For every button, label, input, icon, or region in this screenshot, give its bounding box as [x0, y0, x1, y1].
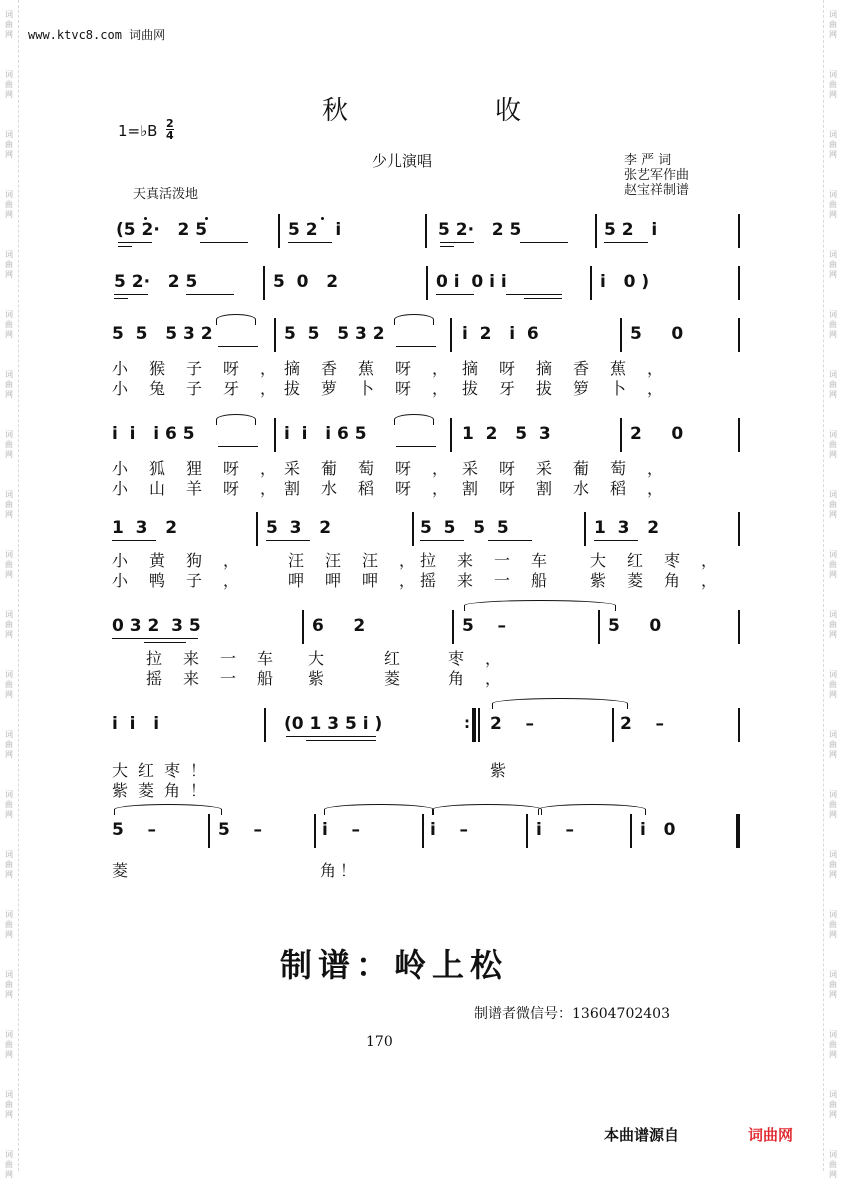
watermark-text: 词 曲 网 [829, 310, 837, 339]
tie [464, 600, 616, 611]
measure: 0 i 0 i i [436, 272, 507, 292]
measure: i 2 i 6 [462, 324, 539, 344]
lyric-verse-1: 大 [308, 649, 346, 668]
page-number: 170 [366, 1034, 393, 1050]
barline [584, 512, 586, 546]
watermark-text: 词 曲 网 [5, 790, 13, 819]
watermark-text: 词 曲 网 [829, 370, 837, 399]
repeat-barline-thin [478, 708, 480, 742]
watermark-text: 词 曲 网 [829, 910, 837, 939]
barline [302, 610, 304, 644]
measure: 5 2 i [288, 220, 342, 240]
barline [264, 708, 266, 742]
barline [526, 814, 528, 848]
measure: 0 3 2 3 5 [112, 616, 201, 636]
score-line-8 [108, 814, 748, 884]
beam [506, 294, 562, 295]
barline [738, 610, 740, 644]
beam [200, 242, 248, 243]
song-title-char-2: 收 [495, 96, 524, 126]
measure: i 0 [640, 820, 676, 840]
beam [396, 346, 436, 347]
transcriber: 赵宝祥制谱 [624, 183, 690, 198]
lyric-verse-2: 菱 [384, 669, 422, 688]
credits [624, 153, 689, 198]
watermark-text: 词 曲 网 [829, 790, 837, 819]
watermark-text: 词 曲 网 [829, 1150, 837, 1179]
beam [112, 638, 198, 639]
lyric-verse-2: 呷呷呷， [288, 571, 437, 590]
watermark-text: 词 曲 网 [829, 250, 837, 279]
watermark-text: 词 曲 网 [5, 1030, 13, 1059]
lyric-verse-1: 采葡萄呀， [284, 459, 470, 478]
barline [590, 266, 592, 300]
watermark-text: 词 曲 网 [829, 970, 837, 999]
watermark-text: 词 曲 网 [829, 1090, 837, 1119]
lyric: 菱 [112, 861, 150, 880]
barline [256, 512, 258, 546]
watermark-text: 词 曲 网 [5, 10, 13, 39]
barline [425, 214, 427, 248]
measure: i 0 ) [600, 272, 650, 292]
lyric-verse-2: 紫菱角， [590, 571, 739, 590]
beam [488, 540, 532, 541]
beam [186, 294, 234, 295]
final-barline [736, 814, 740, 848]
lyric-verse-1: 摘香蕉呀， [284, 359, 470, 378]
right-watermark-strip [823, 0, 842, 1179]
barline [612, 708, 614, 742]
measure: 1 2 5 3 [462, 424, 551, 444]
watermark-text: 词 曲 网 [5, 970, 13, 999]
beam [286, 736, 376, 737]
beam [114, 294, 148, 295]
lyric-verse-1: 拉来一车 [146, 649, 295, 668]
watermark-text: 词 曲 网 [5, 1150, 13, 1179]
score-line-6 [108, 610, 748, 690]
lyric-verse-1: 小猴子呀， [112, 359, 298, 378]
slur [394, 414, 434, 425]
lyric-verse-1: 大红枣， [590, 551, 739, 570]
barline [422, 814, 424, 848]
time-signature-top: 2 [166, 117, 174, 130]
lyric-verse-2: 紫菱角！ [112, 781, 217, 800]
slur [394, 314, 434, 325]
high-octave-dot [144, 217, 147, 220]
beam [524, 298, 562, 299]
lyric-verse-2: 角， [448, 669, 523, 688]
source-brand-link[interactable]: 词曲网 [748, 1126, 794, 1144]
beam [440, 242, 474, 243]
measure: 1 3 2 [594, 518, 660, 538]
beam [306, 740, 376, 741]
beam [266, 540, 310, 541]
tie [432, 804, 542, 815]
measure: 5 2· 2 5 [438, 220, 522, 240]
slur [216, 414, 256, 425]
measure: 5 2 i [604, 220, 658, 240]
watermark-text: 词 曲 网 [5, 430, 13, 459]
watermark-text: 词 曲 网 [829, 610, 837, 639]
watermark-text: 词 曲 网 [5, 70, 13, 99]
time-signature-bottom: 4 [166, 129, 174, 142]
high-octave-dot [321, 217, 324, 220]
high-octave-dot [205, 217, 208, 220]
measure: 5 0 [630, 324, 684, 344]
lyric-verse-1: 枣， [448, 649, 523, 668]
barline [738, 512, 740, 546]
song-title-char-1: 秋 [322, 96, 351, 126]
barline [738, 214, 740, 248]
watermark-text: 词 曲 网 [5, 190, 13, 219]
measure: 5 – [462, 616, 507, 636]
lyricist: 李 严 词 [624, 153, 672, 168]
lyric-verse-2: 小鸭子， [112, 571, 261, 590]
lyric-verse-2: 小山羊呀， [112, 479, 298, 498]
tie [114, 804, 222, 815]
watermark-text: 词 曲 网 [829, 430, 837, 459]
lyric-verse-2: 摇来一船 [420, 571, 569, 590]
barline [452, 610, 454, 644]
score-line-5 [108, 512, 748, 592]
barline [620, 318, 622, 352]
beam [420, 540, 464, 541]
measure: (5 2· 2 5 [116, 220, 208, 240]
beam [218, 446, 258, 447]
slur [216, 314, 256, 325]
lyric-verse-2: 割水稻呀， [284, 479, 470, 498]
beam [520, 242, 568, 243]
measure: 5 5 5 3 2 [284, 324, 385, 344]
measure: 5 5 5 3 2 [112, 324, 213, 344]
measure: 2 – [490, 714, 535, 734]
beam [604, 242, 648, 243]
watermark-text: 词 曲 网 [829, 550, 837, 579]
watermark-text: 词 曲 网 [829, 70, 837, 99]
lyric-verse-2: 割呀割水稻， [462, 479, 685, 498]
measure: i – [536, 820, 575, 840]
barline [738, 708, 740, 742]
score-line-7 [108, 708, 748, 800]
measure: 5 0 [608, 616, 662, 636]
barline [620, 418, 622, 452]
watermark-text: 词 曲 网 [5, 490, 13, 519]
watermark-text: 词 曲 网 [5, 250, 13, 279]
lyric-verse-2: 紫 [308, 669, 346, 688]
watermark-text: 词 曲 网 [829, 10, 837, 39]
beam [594, 540, 638, 541]
watermark-text: 词 曲 网 [829, 490, 837, 519]
lyric-verse-2: 小兔子牙， [112, 379, 298, 398]
lyric-verse-1: 采呀采葡萄， [462, 459, 685, 478]
watermark-text: 词 曲 网 [5, 310, 13, 339]
tie [538, 804, 646, 815]
left-watermark-strip [0, 0, 19, 1179]
beam [114, 298, 128, 299]
barline [314, 814, 316, 848]
barline [263, 266, 265, 300]
lyric-verse-1: 拉来一车 [420, 551, 569, 570]
tie [492, 698, 628, 709]
watermark-text: 词 曲 网 [5, 910, 13, 939]
beam [112, 540, 156, 541]
beam [218, 346, 258, 347]
measure: 5 0 2 [273, 272, 339, 292]
watermark-text: 词 曲 网 [5, 610, 13, 639]
barline [738, 266, 740, 300]
source-label: 本曲谱源自 [604, 1126, 680, 1144]
watermark-text: 词 曲 网 [5, 850, 13, 879]
barline [274, 418, 276, 452]
barline [630, 814, 632, 848]
lyric-verse-2: 摇来一船 [146, 669, 295, 688]
barline [278, 214, 280, 248]
measure: 5 2· 2 5 [114, 272, 198, 292]
beam [436, 294, 474, 295]
measure: i i i [112, 714, 160, 734]
barline [426, 266, 428, 300]
barline [738, 418, 740, 452]
measure: 1 3 2 [112, 518, 178, 538]
score-line-1 [108, 214, 748, 250]
composer: 张艺军作曲 [624, 168, 690, 183]
lyric-verse-1: 紫 [490, 761, 528, 780]
beam [288, 242, 332, 243]
site-header[interactable]: www.ktvc8.com 词曲网 [28, 28, 166, 42]
beam [118, 246, 132, 247]
watermark-text: 词 曲 网 [5, 130, 13, 159]
barline [598, 610, 600, 644]
watermark-text: 词 曲 网 [5, 1090, 13, 1119]
measure: 5 – [218, 820, 263, 840]
lyric: 角！ [320, 861, 361, 880]
beam [118, 242, 152, 243]
barline [738, 318, 740, 352]
measure: i – [322, 820, 361, 840]
repeat-dots: : [464, 714, 470, 732]
measure: 5 5 5 5 [420, 518, 509, 538]
score-line-3 [108, 318, 748, 398]
barline [274, 318, 276, 352]
measure: i i i 6 5 [112, 424, 195, 444]
wechat-contact: 制谱者微信号：13604702403 [474, 1006, 670, 1022]
watermark-text: 词 曲 网 [829, 190, 837, 219]
measure: 6 2 [312, 616, 366, 636]
lyric-verse-1: 大红枣！ [112, 761, 217, 780]
score-line-4 [108, 418, 748, 498]
measure: 2 0 [630, 424, 684, 444]
barline [595, 214, 597, 248]
measure: 5 3 2 [266, 518, 332, 538]
watermark-text: 词 曲 网 [829, 130, 837, 159]
singer-label: 少儿演唱 [372, 152, 433, 170]
tempo-marking: 天真活泼地 [133, 187, 199, 202]
beam [440, 246, 454, 247]
beam [144, 642, 186, 643]
watermark-text: 词 曲 网 [5, 730, 13, 759]
score-line-2 [108, 266, 748, 302]
lyric-verse-1: 摘呀摘香蕉， [462, 359, 685, 378]
measure: i – [430, 820, 469, 840]
watermark-text: 词 曲 网 [829, 730, 837, 759]
measure: 5 – [112, 820, 157, 840]
lyric-verse-1: 小狐狸呀， [112, 459, 298, 478]
barline [412, 512, 414, 546]
time-signature [166, 118, 174, 141]
lyric-verse-1: 小黄狗， [112, 551, 261, 570]
measure: (0 1 3 5 i ) [284, 714, 383, 734]
measure: i i i 6 5 [284, 424, 367, 444]
key-signature: 1=♭B [118, 122, 158, 140]
watermark-text: 词 曲 网 [5, 550, 13, 579]
watermark-text: 词 曲 网 [829, 670, 837, 699]
barline [450, 418, 452, 452]
lyric-verse-2: 拔牙拔箩卜， [462, 379, 685, 398]
measure: 2 – [620, 714, 665, 734]
lyric-verse-1: 汪汪汪， [288, 551, 437, 570]
transcriber-signature: 制谱：岭上松 [280, 946, 509, 984]
lyric-verse-2: 拔萝卜呀， [284, 379, 470, 398]
barline [208, 814, 210, 848]
barline [450, 318, 452, 352]
lyric-verse-1: 红 [384, 649, 422, 668]
watermark-text: 词 曲 网 [829, 1030, 837, 1059]
repeat-barline [472, 708, 476, 742]
watermark-text: 词 曲 网 [5, 670, 13, 699]
tie [324, 804, 434, 815]
watermark-text: 词 曲 网 [5, 370, 13, 399]
watermark-text: 词 曲 网 [829, 850, 837, 879]
beam [396, 446, 436, 447]
